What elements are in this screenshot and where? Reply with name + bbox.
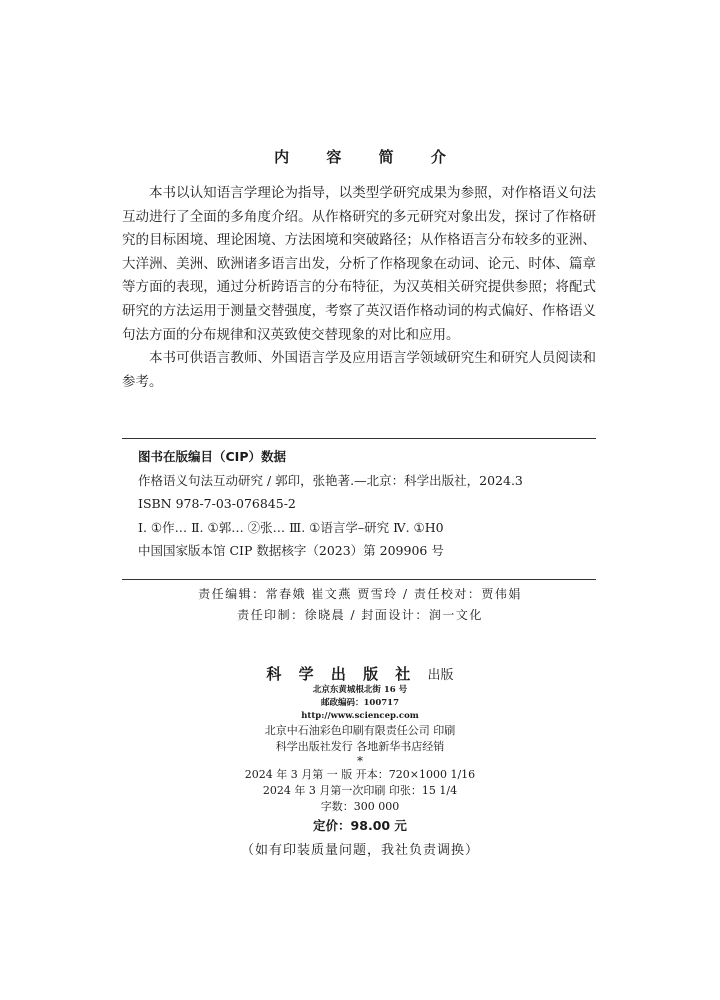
word-count: 字数：300 000 (320, 800, 400, 813)
publisher-postcode: 邮政编码：100717 (321, 698, 399, 708)
publisher-suffix: 出版 (427, 668, 454, 683)
section-title: 内 容 简 介 (274, 148, 462, 166)
publisher-address: 北京东黄城根北街 16 号 (312, 685, 408, 695)
editor-credits-line-1: 责任编辑：常春娥 崔文燕 贾雪玲 / 责任校对：贾伟娟 (198, 587, 522, 601)
separator-asterisk: * (357, 754, 363, 768)
cip-entry: 作格语义句法互动研究 / 郭印，张艳著.—北京：科学出版社，2024.3 (138, 472, 523, 488)
editor-credits-line-2: 责任印制：徐晓晨 / 封面设计：润一文化 (237, 608, 483, 622)
book-price: 定价：98.00 元 (313, 818, 407, 833)
editor-credits (0, 584, 720, 626)
book-introduction (122, 182, 596, 394)
printer-info: 北京中石油彩色印刷有限责任公司 印刷 (264, 724, 456, 737)
cip-data-block (122, 438, 596, 580)
intro-paragraph-2: 本书可供语言教师、外国语言学及应用语言学领域研究生和研究人员阅读和参考。 (122, 350, 596, 390)
cip-header: 图书在版编目（CIP）数据 (138, 449, 286, 464)
publisher-imprint (0, 663, 720, 865)
publisher-name: 科 学 出 版 社 (266, 665, 417, 683)
distribution-info: 科学出版社发行 各地新华书店经销 (275, 740, 445, 753)
intro-paragraph-1: 本书以认知语言学理论为指导，以类型学研究成果为参照，对作格语义句法互动进行了全面的多角度介绍。从作格研究的多元研究对象出发，探讨了作格研究的目标困境、理论困境、方法困境和突破路径；从作格语言分布较多的亚洲、大洋洲、美洲、欧洲诸多语言出发，分析了作格现象在动词、论元、时体、篇章等方面的表现，通过分析跨语言的分布特征，为汉英相关研究提供参照；将配式研究的方法运用于测量交替强度，考察了英汉语作格动词的构式偏好、作格语义句法方面的分布规律和汉英致使交替现象的对比和应用。 (122, 185, 596, 343)
quality-note: （如有印装质量问题，我社负责调换） (240, 843, 479, 858)
edition-info: 2024 年 3 月第 一 版 开本：720×1000 1/16 (244, 768, 476, 781)
cip-isbn: ISBN 978-7-03-076845-2 (138, 496, 296, 511)
printing-info: 2024 年 3 月第一次印刷 印张：15 1/4 (262, 784, 458, 797)
publisher-name-line (0, 663, 720, 684)
cip-record-number: 中国国家版本馆 CIP 数据核字（2023）第 209906 号 (138, 543, 444, 558)
cip-classification: Ⅰ. ①作… Ⅱ. ①郭… ②张… Ⅲ. ①语言学–研究 Ⅳ. ①H0 (138, 519, 444, 535)
publisher-website: http://www.sciencep.com (301, 711, 419, 721)
